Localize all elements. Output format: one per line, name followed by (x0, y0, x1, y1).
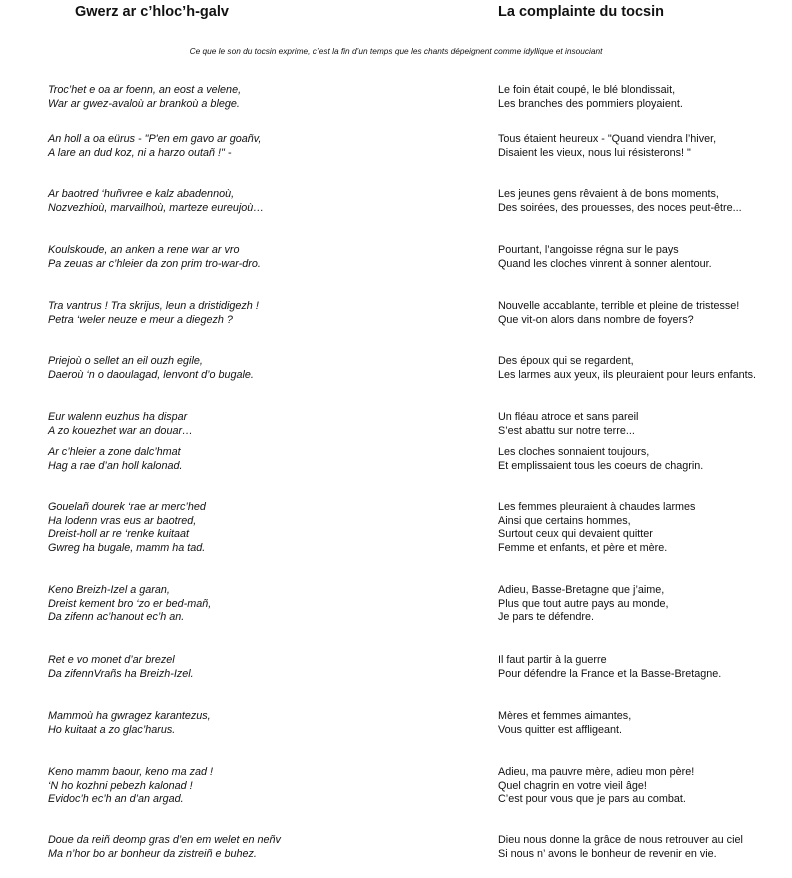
french-verse-line: Dieu nous donne la grâce de nous retrouver au ciel (498, 834, 743, 846)
breton-verse-line: Da zifenn ac’hanout ec’h an. (48, 611, 185, 624)
french-stanza (498, 834, 743, 861)
breton-verse-line: Keno mamm baour, keno ma zad ! (48, 766, 214, 778)
french-verse-line: Le foin était coupé, le blé blondissait, (498, 84, 676, 96)
breton-stanza (48, 584, 211, 625)
breton-verse-line: An holl a oa eürus - "P'en em gavo ar goañv, (48, 133, 262, 145)
french-stanza (498, 300, 739, 327)
breton-verse-line: Ma n’hor bo ar bonheur da zistreiñ e buhez. (48, 847, 257, 860)
french-verse-line: Des époux qui se regardent, (498, 355, 634, 367)
breton-verse-line: Gwreg ha bugale, mamm ha tad. (48, 541, 206, 554)
breton-verse-line: A lare an dud koz, ni a harzo outañ !" - (48, 146, 232, 159)
breton-stanza (48, 300, 259, 327)
french-verse-line: Que vit-on alors dans nombre de foyers? (498, 313, 694, 326)
french-verse-line: Vous quitter est affligeant. (498, 723, 623, 736)
breton-stanza (48, 766, 213, 807)
french-stanza (498, 84, 683, 111)
french-verse-line: Les femmes pleuraient à chaudes larmes (498, 501, 696, 513)
breton-stanza (48, 188, 264, 215)
french-verse-line: Adieu, Basse-Bretagne que j’aime, (498, 584, 665, 596)
french-verse-line: Et emplissaient tous les coeurs de chagrin. (498, 459, 704, 472)
breton-verse-line: Koulskoude, an anken a rene war ar vro (48, 244, 240, 256)
french-verse-line: Disaient les vieux, nous lui résisterons! " (498, 146, 691, 159)
breton-verse-line: Da zifennVrañs ha Breizh-Izel. (48, 667, 194, 680)
breton-verse-line: Ha lodenn vras eus ar baotred, (48, 514, 197, 527)
french-stanza (498, 501, 695, 555)
french-stanza (498, 766, 694, 807)
french-verse-line: Nouvelle accablante, terrible et pleine de tristesse! (498, 300, 740, 312)
french-verse-line: Si nous n’ avons le bonheur de revenir en vie. (498, 847, 717, 860)
breton-verse-line: Gouelañ dourek ‘rae ar merc’hed (48, 501, 206, 513)
breton-stanza (48, 244, 261, 271)
breton-verse-line: Mammoù ha gwragez karantezus, (48, 710, 211, 722)
breton-verse-line: ‘N ho kozhni pebezh kalonad ! (48, 779, 193, 792)
french-verse-line: Les larmes aux yeux, ils pleuraient pour leurs enfants. (498, 368, 757, 381)
breton-verse-line: Ar c’hleier a zone dalc’hmat (48, 446, 181, 458)
breton-verse-line: Ar baotred ‘huñvree e kalz abadennoù, (48, 188, 235, 200)
breton-stanza (48, 84, 241, 111)
french-verse-line: Plus que tout autre pays au monde, (498, 597, 669, 610)
french-verse-line: Des soirées, des prouesses, des noces peut-être... (498, 201, 742, 214)
french-stanza (498, 710, 631, 737)
french-title: La complainte du tocsin (498, 4, 664, 20)
breton-verse-line: Pa zeuas ar c’hleier da zon prim tro-war-dro. (48, 257, 261, 270)
french-verse-line: Quel chagrin en votre vieil âge! (498, 779, 647, 792)
french-verse-line: C’est pour vous que je pars au combat. (498, 793, 686, 806)
french-stanza (498, 244, 712, 271)
breton-verse-line: Troc’het e oa ar foenn, an eost a velene, (48, 84, 242, 96)
breton-stanza (48, 501, 206, 555)
breton-verse-line: Tra vantrus ! Tra skrijus, leun a dristidigezh ! (48, 300, 259, 312)
breton-verse-line: Evidoc’h ec’h an d’an argad. (48, 793, 184, 806)
french-verse-line: Il faut partir à la guerre (498, 654, 607, 666)
breton-verse-line: Priejoù o sellet an eil ouzh egile, (48, 355, 203, 367)
breton-stanza (48, 710, 211, 737)
french-verse-line: Pour défendre la France et la Basse-Bretagne. (498, 667, 722, 680)
breton-verse-line: Hag a rae d’an holl kalonad. (48, 459, 183, 472)
subtitle: Ce que le son du tocsin exprime, c’est la fin d’un temps que les chants dépeignent comme idyllique et insouciant (189, 46, 603, 56)
breton-stanza (48, 446, 182, 473)
breton-stanza (48, 133, 261, 160)
french-verse-line: Quand les cloches vinrent à sonner alentour. (498, 257, 712, 270)
french-verse-line: Pourtant, l’angoisse régna sur le pays (498, 244, 679, 256)
french-verse-line: Surtout ceux qui devaient quitter (498, 528, 653, 541)
breton-verse-line: Ret e vo monet d’ar brezel (48, 654, 175, 666)
french-verse-line: Adieu, ma pauvre mère, adieu mon père! (498, 766, 695, 778)
breton-verse-line: Petra ‘weler neuze e meur a diegezh ? (48, 313, 233, 326)
breton-verse-line: Eur walenn euzhus ha dispar (48, 411, 188, 423)
french-verse-line: Je pars te défendre. (498, 611, 595, 624)
breton-stanza (48, 355, 254, 382)
breton-stanza (48, 834, 281, 861)
french-verse-line: Les jeunes gens rêvaient à de bons moments, (498, 188, 719, 200)
french-verse-line: Mères et femmes aimantes, (498, 710, 632, 722)
breton-verse-line: Dreist-holl ar re ‘renke kuitaat (48, 528, 190, 541)
breton-verse-line: Keno Breizh-Izel a garan, (48, 584, 170, 596)
breton-verse-line: A zo kouezhet war an douar… (48, 424, 193, 437)
breton-verse-line: Ho kuitaat a zo glac’harus. (48, 723, 176, 736)
french-stanza (498, 584, 668, 625)
french-verse-line: Les branches des pommiers ployaient. (498, 97, 683, 110)
breton-verse-line: Nozvezhioù, marvailhoù, marteze eureujoù… (48, 201, 265, 214)
french-stanza (498, 654, 721, 681)
french-verse-line: Les cloches sonnaient toujours, (498, 446, 650, 458)
breton-verse-line: Doue da reiñ deomp gras d’en em welet en neñv (48, 834, 281, 846)
breton-verse-line: Daeroù ‘n o daoulagad, lenvont d’o bugale. (48, 368, 254, 381)
french-stanza (498, 133, 716, 160)
french-verse-line: Un fléau atroce et sans pareil (498, 411, 639, 423)
breton-verse-line: Dreist kement bro ‘zo er bed-mañ, (48, 597, 212, 610)
breton-stanza (48, 654, 194, 681)
french-verse-line: Ainsi que certains hommes, (498, 514, 631, 527)
french-stanza (498, 188, 742, 215)
french-stanza (498, 355, 756, 382)
french-stanza (498, 446, 703, 473)
french-verse-line: Femme et enfants, et père et mère. (498, 541, 668, 554)
breton-stanza (48, 411, 193, 438)
french-verse-line: Tous étaient heureux - "Quand viendra l’hiver, (498, 133, 717, 145)
french-verse-line: S’est abattu sur notre terre... (498, 424, 635, 437)
breton-title: Gwerz ar c’hloc’h-galv (75, 4, 229, 20)
breton-verse-line: War ar gwez-avaloù ar brankoù a blege. (48, 97, 240, 110)
french-stanza (498, 411, 638, 438)
